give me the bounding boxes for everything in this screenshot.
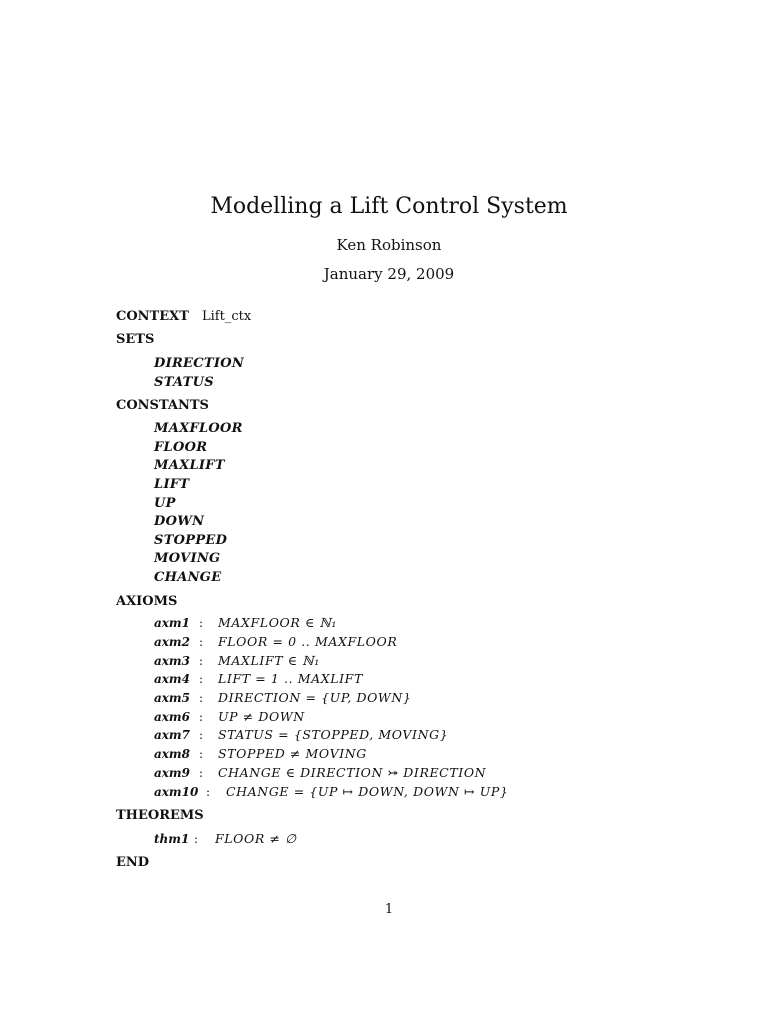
axiom-predicate: STOPPED ≠ MOVING [218,746,367,761]
axiom-label: axm1 [154,616,190,630]
axiom-colon: : [199,672,204,686]
theorem-predicate: FLOOR ≠ ∅ [215,831,297,846]
axiom-colon: : [199,710,204,724]
context-name: Lift_ctx [202,309,252,324]
axiom-predicate: FLOOR = 0 .. MAXFLOOR [218,634,398,649]
axiom-colon: : [206,785,211,799]
axiom-predicate: LIFT = 1 .. MAXLIFT [218,671,363,686]
constants-keyword: CONSTANTS [116,398,209,413]
axiom-label: axm5 [154,691,190,705]
axiom-colon: : [199,747,204,761]
context-keyword: CONTEXT [116,309,189,324]
axiom-predicate: DIRECTION = {UP, DOWN} [218,690,412,705]
constant-item: MAXFLOOR [154,421,243,436]
axiom-predicate: STATUS = {STOPPED, MOVING} [218,727,449,742]
axiom-label: axm6 [154,710,190,724]
theorems-keyword: THEOREMS [116,808,204,823]
axiom-predicate: CHANGE = {UP ↦ DOWN, DOWN ↦ UP} [226,784,509,799]
constant-item: UP [154,496,176,511]
axiom-predicate: MAXFLOOR ∈ ℕ₁ [218,615,338,630]
page-number: 1 [384,902,394,917]
constant-item: STOPPED [154,533,228,548]
set-item: STATUS [154,375,214,390]
document-title: Modelling a Lift Control System [210,194,568,219]
axiom-predicate: CHANGE ∈ DIRECTION ⤖ DIRECTION [218,765,487,780]
axiom-predicate: UP ≠ DOWN [218,709,305,724]
axiom-label: axm4 [154,672,190,686]
axioms-keyword: AXIOMS [116,594,178,609]
axiom-colon: : [199,728,204,742]
theorem-label: thm1 [154,832,190,846]
axiom-colon: : [199,654,204,668]
axiom-label: axm2 [154,635,190,649]
constant-item: CHANGE [154,570,222,585]
theorem-colon: : [194,832,199,846]
end-keyword: END [116,855,150,870]
axiom-predicate: MAXLIFT ∈ ℕ₁ [218,653,320,668]
constant-item: DOWN [154,514,205,529]
constant-item: FLOOR [154,440,208,455]
constant-item: MAXLIFT [154,458,225,473]
date: January 29, 2009 [323,265,455,283]
axiom-colon: : [199,691,204,705]
set-item: DIRECTION [154,356,245,371]
axiom-colon: : [199,616,204,630]
constant-item: MOVING [154,551,221,566]
author: Ken Robinson [336,236,442,254]
constant-item: LIFT [154,477,190,492]
axiom-colon: : [199,766,204,780]
axiom-label: axm10 [154,785,199,799]
axiom-label: axm7 [154,728,190,742]
axiom-colon: : [199,635,204,649]
sets-keyword: SETS [116,332,155,347]
axiom-label: axm9 [154,766,190,780]
axiom-label: axm8 [154,747,190,761]
axiom-label: axm3 [154,654,190,668]
